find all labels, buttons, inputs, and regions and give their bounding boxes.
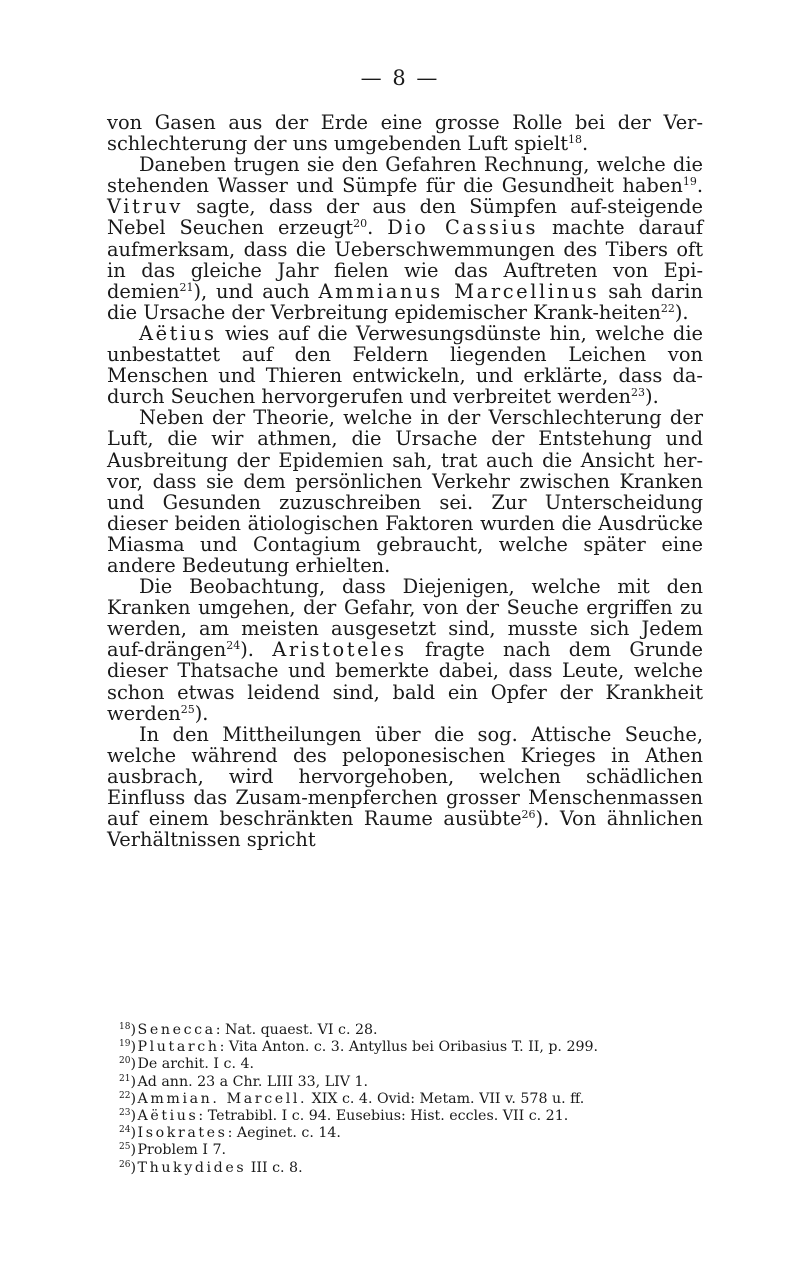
footnote-ref: 19	[682, 175, 697, 189]
footnote-number: 26	[119, 1159, 131, 1170]
paragraph-6	[107, 724, 703, 851]
paragraph-3	[107, 323, 703, 407]
text-run: ), und auch	[193, 279, 319, 303]
text-run: ).	[645, 385, 659, 409]
footnote-ref: 26	[521, 808, 536, 822]
footnote-ref: 18	[568, 133, 583, 147]
footnote-number: 20	[119, 1056, 131, 1067]
footnote-text: : Vita Anton. c. 3. Antyllus bei Oribasius T. II, p. 299.	[219, 1039, 599, 1056]
body-text	[107, 112, 703, 850]
footnotes	[107, 1022, 703, 1177]
footnote-text: De archit. I c. 4.	[137, 1056, 254, 1073]
footnote: $^{26}$) Thukydides III c. 8.	[119, 1159, 303, 1176]
footnote-number: 25	[119, 1142, 131, 1153]
text-run: In den Mittheilungen über die sog. Attische Seuche, welche während des peloponesischen Krieges in Athen ausbrach, wird hervorgehoben, welchen schädlichen Einfluss das Zusam-menpferchen grosser Menschenmassen auf einem beschränkten Raume ausübte	[107, 722, 703, 831]
footnote-number: 24	[119, 1125, 131, 1136]
author-name: Aristoteles	[272, 638, 407, 662]
footnote-number: 22	[119, 1090, 131, 1101]
footnote: $^{24}$) Isokrates: Aeginet. c. 14.	[119, 1125, 341, 1142]
footnote: $^{18}$) Senecca: Nat. quaest. VI c. 28.	[119, 1022, 378, 1038]
footnote-ref: 22	[660, 301, 675, 315]
footnote: $^{22}$) Ammian. Marcell. XIX c. 4. Ovid: Metam. VII v. 578 u. ff.	[119, 1090, 585, 1107]
page-number: — 8 —	[360, 66, 440, 90]
footnote-text: : Nat. quaest. VI c. 28.	[215, 1022, 378, 1038]
footnote-text: Ad ann. 23 a Chr. LIII 33, LIV 1.	[137, 1073, 369, 1090]
text-run: ).	[240, 638, 273, 662]
text-run: ). Von ähnlichen Verhältnissen spricht	[107, 807, 703, 852]
text-run: .	[582, 132, 589, 156]
footnote-ref: 23	[631, 386, 646, 400]
footnote-number: 18	[119, 1022, 131, 1032]
paragraph-2	[107, 154, 703, 323]
footnote-number: 21	[119, 1073, 131, 1084]
text-run: Die Beobachtung, dass Diejenigen, welche mit den Kranken umgehen, der Gefahr, von der Seuche ergriffen zu werden, am meisten ausgesetzt sind, musste sich Jedem auf-drängen	[107, 575, 703, 662]
footnote: $^{20}$) De archit. I c. 4.	[119, 1056, 254, 1073]
footnote-author: Plutarch	[137, 1039, 220, 1056]
text-run: ).	[674, 300, 689, 324]
author-name: Ammianus Marcellinus	[318, 279, 600, 303]
footnote-text: : Tetrabibl. I c. 94. Eusebius: Hist. eccles. VII c. 21.	[198, 1108, 569, 1125]
text-run: .	[367, 216, 388, 240]
text-run: fragte nach dem Grunde dieser Thatsache und bemerkte dabei, dass Leute, welche schon etwas leidend sind, bald ein Opfer der Krankheit werden	[107, 638, 703, 725]
footnote-author: Senecca	[137, 1022, 216, 1038]
footnote-number: 19	[119, 1039, 131, 1050]
text-run: von Gasen aus der Erde eine grosse Rolle bei der Ver-schlechterung der uns umgebenden Luft spielt	[107, 111, 703, 156]
footnote-author: Thukydides	[137, 1159, 247, 1176]
text-run: Daneben trugen sie den Gefahren Rechnung, welche die stehenden Wasser und Sümpfe für die Gesundheit haben	[107, 153, 703, 198]
author-name: Dio Cassius	[387, 216, 539, 240]
text-run: Neben der Theorie, welche in der Verschlechterung der Luft, die wir athmen, die Ursache der Entstehung und Ausbreitung der Epidemien sah, trat auch die Ansicht her-vor, dass sie dem persönlichen Verkehr zwischen Kranken und Gesunden zuzuschreiben sei. Zur Unterscheidung dieser beiden ätiologischen Faktoren wurden die Ausdrücke Miasma und Contagium gebraucht, welche später eine andere Bedeutung erhielten.	[107, 406, 703, 577]
footnote-ref: 21	[179, 280, 194, 294]
footnote: $^{19}$) Plutarch: Vita Anton. c. 3. Antyllus bei Oribasius T. II, p. 299.	[119, 1039, 599, 1056]
author-name: Aëtius	[139, 321, 217, 345]
footnote-author: Isokrates	[137, 1125, 228, 1142]
text-run: machte darauf aufmerksam, dass die Ueberschwemmungen des Tibers oft in das gleiche Jahr fielen wie das Auftreten von Epi-demien	[107, 216, 704, 303]
text-run: sah darin die Ursache der Verbreitung epidemischer Krank-heiten	[107, 279, 703, 324]
footnote-author: Aëtius	[137, 1108, 199, 1125]
footnote-ref: 24	[226, 639, 241, 653]
paragraph-1	[107, 112, 703, 154]
footnote-number: 23	[119, 1108, 131, 1119]
footnote-text: Problem I 7.	[137, 1142, 227, 1159]
text-run: .	[696, 174, 703, 198]
author-name: Vitruv	[107, 195, 183, 219]
footnote-text: XIX c. 4. Ovid: Metam. VII v. 578 u. ff.	[307, 1090, 585, 1107]
footnote-author: Ammian. Marcell.	[137, 1090, 308, 1107]
text-run: sagte, dass der aus den Sümpfen auf-steigende Nebel Seuchen erzeugt	[107, 195, 703, 240]
paragraph-4	[107, 407, 703, 576]
footnote-ref: 25	[180, 702, 195, 716]
footnote: $^{23}$) Aëtius: Tetrabibl. I c. 94. Eusebius: Hist. eccles. VII c. 21.	[119, 1108, 569, 1125]
paragraph-5	[107, 576, 703, 724]
footnote-ref: 20	[353, 217, 368, 231]
footnote: $^{21}$) Ad ann. 23 a Chr. LIII 33, LIV 1.	[119, 1073, 369, 1090]
text-run: ).	[194, 701, 209, 725]
footnote-text: : Aeginet. c. 14.	[227, 1125, 341, 1142]
footnote: $^{25}$) Problem I 7.	[119, 1142, 227, 1159]
footnote-text: III c. 8.	[246, 1159, 303, 1176]
text-run: wies auf die Verwesungsdünste hin, welche die unbestattet auf den Feldern liegenden Leichen von Menschen und Thieren entwickeln, und erklärte, dass da-durch Seuchen hervorgerufen und verbreitet werden	[107, 321, 703, 409]
